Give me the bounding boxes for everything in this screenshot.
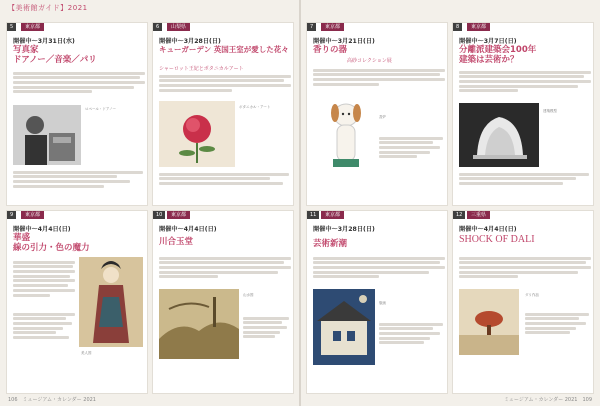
venue-info xyxy=(243,315,289,340)
card-area: 東京都 xyxy=(21,23,44,31)
card-title: キューガーデン 英国王室が愛した花々 xyxy=(159,45,289,54)
image-caption: ダリ作品 xyxy=(525,293,539,297)
card-title: 香りの器 xyxy=(313,45,348,55)
card-title: 川合玉堂 xyxy=(159,237,194,247)
image-caption: ボタニカル・アート xyxy=(239,105,271,109)
card-body xyxy=(13,259,75,298)
venue-info xyxy=(13,311,75,341)
botanical-illustration xyxy=(159,101,235,167)
card-dates: 開催中～3月21日(日) xyxy=(313,38,375,45)
exhibition-card xyxy=(152,22,294,206)
card-title: 写真家 ドアノー／音楽／パリ xyxy=(13,45,97,65)
card-body xyxy=(159,255,291,280)
image-caption: 香炉 xyxy=(379,115,386,119)
venue-info xyxy=(459,171,589,187)
exhibition-card xyxy=(6,210,148,394)
card-area: 東京都 xyxy=(167,211,190,219)
image-caption: 版画 xyxy=(379,301,386,305)
card-area: 東京都 xyxy=(21,211,44,219)
card-area: 山梨県 xyxy=(167,23,190,31)
section-label: 【美術館ガイド】2021 xyxy=(8,4,88,12)
exhibition-card xyxy=(152,210,294,394)
card-dates: 開催中～3月28日(日) xyxy=(159,38,221,45)
image-caption: 山水図 xyxy=(243,293,254,297)
image-caption: ロベール・ドアノー xyxy=(85,107,116,111)
card-area: 東京都 xyxy=(321,23,344,31)
card-dates: 開催中～3月31日(水) xyxy=(13,38,75,45)
card-body xyxy=(313,67,445,87)
card-body xyxy=(459,69,591,94)
card-area: 三重県 xyxy=(467,211,490,219)
card-body xyxy=(13,70,145,95)
card-title: SHOCK OF DALI xyxy=(459,234,535,245)
card-dates: 開催中～3月28日(日) xyxy=(313,226,375,233)
card-title: 分離派建築会100年 建築は芸術か？ xyxy=(459,45,537,65)
card-title: 芸術新潮 xyxy=(313,239,348,249)
card-number: 10 xyxy=(153,211,165,219)
card-body xyxy=(313,255,445,280)
card-number: 8 xyxy=(453,23,462,31)
venue-info xyxy=(13,169,143,189)
card-dates: 開催中～4月4日(日) xyxy=(13,226,71,233)
venue-info xyxy=(159,171,289,187)
footer-left: 106 ミュージアム・カレンダー 2021 xyxy=(8,397,96,403)
card-title: 華盛 線の引力・色の魔力 xyxy=(13,233,90,253)
card-area: 東京都 xyxy=(467,23,490,31)
venue-info xyxy=(525,311,589,336)
exhibition-card xyxy=(452,210,594,394)
landscape-painting xyxy=(159,289,239,359)
card-area: 東京都 xyxy=(321,211,344,219)
card-dates: 開催中～3月7日(日) xyxy=(459,38,517,45)
card-body xyxy=(159,73,291,93)
card-dates: 開催中～4月4日(日) xyxy=(459,226,517,233)
surreal-painting xyxy=(459,289,519,355)
exhibition-card xyxy=(452,22,594,206)
card-number: 7 xyxy=(307,23,316,31)
card-number: 9 xyxy=(7,211,16,219)
card-number: 12 xyxy=(453,211,465,219)
page-gutter xyxy=(299,0,301,406)
card-number: 5 xyxy=(7,23,16,31)
photo xyxy=(13,105,81,165)
card-number: 11 xyxy=(307,211,319,219)
card-body xyxy=(459,255,591,280)
dog-figurine xyxy=(321,93,371,171)
page-footer xyxy=(0,392,600,406)
exhibition-card xyxy=(306,22,448,206)
image-caption: 建築模型 xyxy=(543,109,557,113)
woodblock-print xyxy=(313,289,375,365)
venue-info xyxy=(379,135,443,160)
image-caption: 美人図 xyxy=(81,351,92,355)
architecture-model xyxy=(459,103,539,167)
card-subtitle: 高砂コレクション展 xyxy=(347,58,392,64)
exhibition-card xyxy=(6,22,148,206)
card-number: 6 xyxy=(153,23,162,31)
venue-info xyxy=(379,321,443,346)
exhibition-card xyxy=(306,210,448,394)
card-subtitle: シャーロット王妃とボタニカルアート xyxy=(159,66,244,72)
footer-right: ミュージアム・カレンダー 2021 109 xyxy=(504,397,592,403)
beauty-painting xyxy=(79,257,143,347)
card-dates: 開催中～4月4日(日) xyxy=(159,226,217,233)
